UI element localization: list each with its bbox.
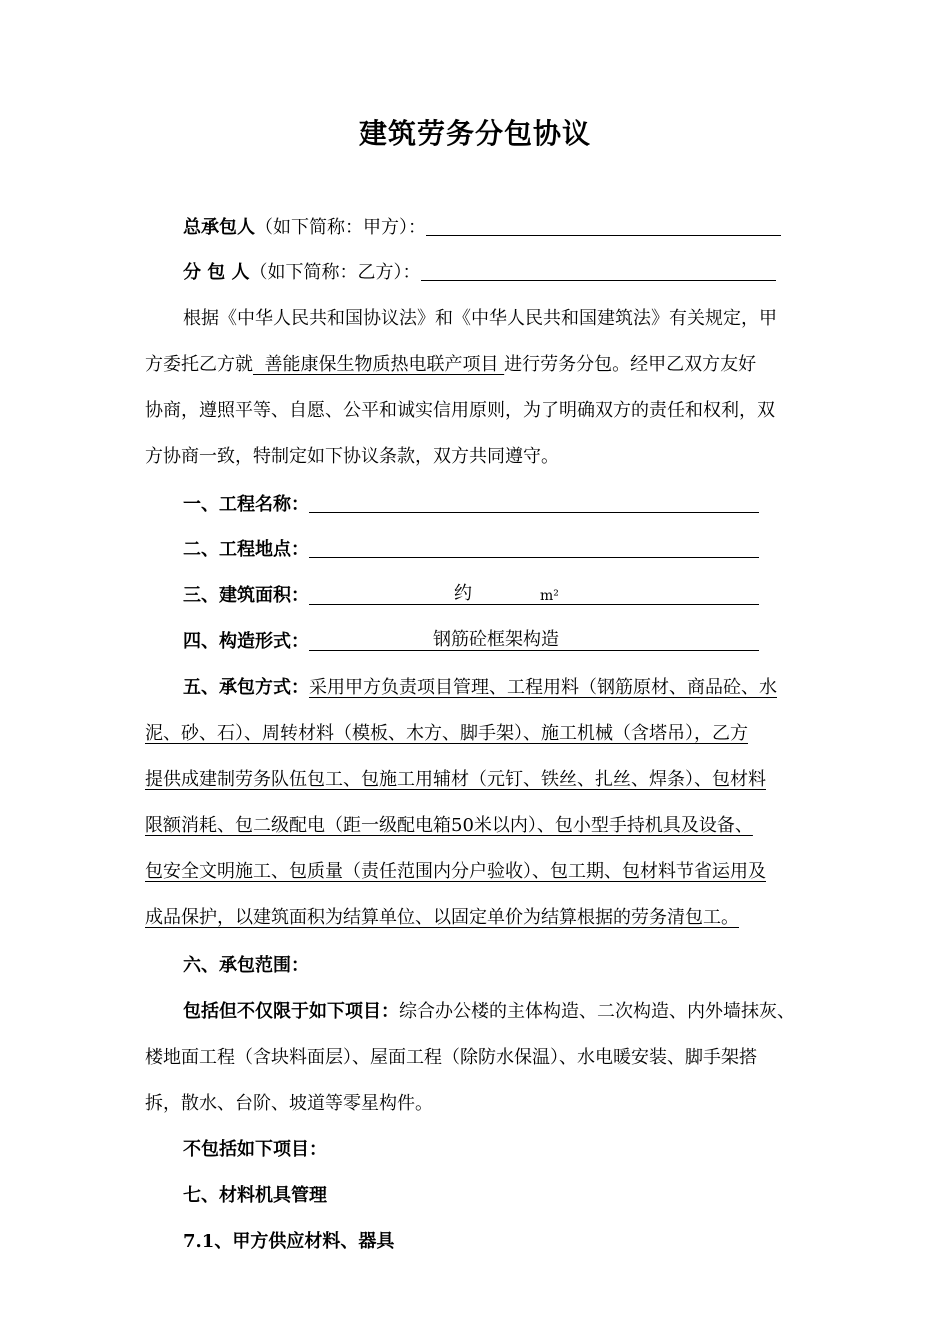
section-7-label: 七、材料机具管理 (183, 1185, 327, 1206)
section-5-line6: 成品保护，以建筑面积为结算单位、以固定单价为结算根据的劳务清包工。 (145, 907, 739, 928)
para1-line1: 根据《中华人民共和国协议法》和《中华人民共和国建筑法》有关规定，甲 (183, 308, 777, 329)
section-4-field (309, 628, 759, 651)
section-5-line1 (183, 673, 777, 703)
section-6-label: 六、承包范围： (183, 955, 309, 976)
section-4-value: 钢筋砼框架构造 (433, 629, 559, 650)
party-b-blank (421, 260, 776, 281)
section-4 (183, 627, 759, 657)
section-5-line2: 泥、砂、石）、周转材料（模板、木方、脚手架）、施工机械（含塔吊），乙方 (145, 723, 748, 744)
section-5-line3: 提供成建制劳务队伍包工、包施工用辅材（元钉、铁丝、扎丝、焊条）、包材料 (145, 769, 766, 790)
para1-line4: 方协商一致，特制定如下协议条款，双方共同遵守。 (145, 446, 559, 467)
section-3 (183, 581, 759, 611)
section-5-line5: 包安全文明施工、包质量（责任范围内分户验收）、包工期、包材料节省运用及 (145, 861, 766, 882)
section-4-label: 四、构造形式： (183, 631, 309, 652)
section-7-1-label: 7.1、甲方供应材料、器具 (183, 1231, 395, 1252)
section-1-blank (309, 492, 759, 513)
para1-line2 (145, 350, 756, 380)
party-a-note: （如下简称：甲方）： (255, 217, 426, 238)
party-b-line (183, 258, 776, 288)
party-a-line (183, 213, 781, 243)
section-2 (183, 535, 759, 565)
section-6-include-text-1: 综合办公楼的主体构造、二次构造、内外墙抹灰、 (399, 1001, 795, 1022)
party-a-label: 总承包人 (183, 217, 255, 238)
section-6-include-line1 (183, 997, 795, 1027)
project-name: 善能康保生物质热电联产项目 (253, 354, 505, 375)
para1-line3: 协商，遵照平等、自愿、公平和诚实信用原则，为了明确双方的责任和权利，双 (145, 400, 775, 421)
section-6-include-line2: 楼地面工程（含块料面层）、屋面工程（除防水保温）、水电暖安装、脚手架搭 (145, 1047, 757, 1068)
section-2-label: 二、工程地点： (183, 539, 309, 560)
party-b-label: 分 包 人 (183, 262, 250, 283)
section-3-unit: m² (540, 588, 559, 604)
para1-line2-b: 进行劳务分包。经甲乙双方友好 (504, 354, 757, 375)
para1-line2-a: 方委托乙方就 (145, 354, 253, 375)
section-6-include-line3: 拆，散水、台阶、坡道等零星构件。 (145, 1093, 433, 1114)
section-6-include-label: 包括但不仅限于如下项目： (183, 1001, 399, 1022)
section-3-field (309, 582, 759, 605)
section-5-label: 五、承包方式： (183, 677, 309, 698)
section-1 (183, 490, 759, 520)
section-3-approx: 约 (454, 583, 472, 604)
section-5-line4: 限额消耗、包二级配电（距一级配电箱50米以内）、包小型手持机具及设备、 (145, 815, 753, 836)
section-2-blank (309, 537, 759, 558)
party-a-blank (426, 215, 781, 236)
party-b-note: （如下简称：乙方）： (249, 262, 421, 283)
section-3-label: 三、建筑面积： (183, 585, 309, 606)
section-6-exclude-label: 不包括如下项目： (183, 1139, 327, 1160)
section-1-label: 一、工程名称： (183, 494, 309, 515)
section-5-text-1: 采用甲方负责项目管理、工程用料（钢筋原材、商品砼、水 (309, 677, 777, 698)
document-title: 建筑劳务分包协议 (358, 117, 591, 150)
